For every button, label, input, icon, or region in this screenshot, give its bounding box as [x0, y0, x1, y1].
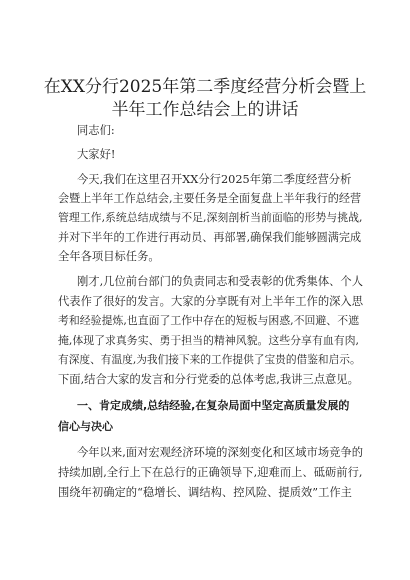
paragraph-line: 刚才,几位前台部门的负责同志和受表彰的优秀集体、个人: [77, 275, 364, 288]
salutation: 同志们:: [77, 124, 115, 137]
paragraph-line: 并对下半年的工作进行再动员、再部署,确保我们能够圆满完成: [58, 231, 362, 244]
paragraph-line: 掩,体现了求真务实、勇于担当的精神风貌。这些分享有血有肉,: [58, 334, 359, 347]
paragraph-line: 今年以来,面对宏观经济环境的深刻变化和区域市场竞争的: [77, 446, 364, 459]
paragraph-line: 有深度、有温度,为我们接下来的工作提供了宝贵的借鉴和启示。: [58, 353, 361, 366]
section-heading: 一、肯定成绩,总结经验,在复杂局面中坚定高质量发展的: [77, 399, 350, 412]
paragraph-line: 全年各项目标任务。: [58, 250, 160, 263]
title-line: 在XX分行2025年第二季度经营分析会暨上: [43, 77, 367, 97]
greeting: 大家好!: [77, 148, 116, 161]
paragraph-line: 今天,我们在这里召开XX分行2025年第二季度经营分析: [77, 173, 352, 186]
document-title: [40, 76, 370, 122]
section-heading: 信心与决心: [58, 420, 113, 433]
paragraph-line: 会暨上半年工作总结会,主要任务是全面复盘上半年我行的经营: [58, 192, 362, 205]
paragraph-line: 代表作了很好的发言。大家的分享既有对上半年工作的深入思: [58, 295, 364, 308]
paragraph-line: 管理工作,系统总结成绩与不足,深刻剖析当前面临的形势与挑战,: [58, 211, 363, 224]
paragraph-line: 考和经验提炼,也直面了工作中存在的短板与困惑,不回避、不遮: [58, 314, 359, 327]
paragraph-line: 围绕年初确定的“稳增长、调结构、控风险、提质效”工作主: [58, 486, 352, 499]
title-line: 半年工作总结会上的讲话: [111, 100, 299, 120]
paragraph-line: 持续加剧,全行上下在总行的正确领导下,迎难而上、砥砺前行,: [58, 466, 363, 479]
paragraph-line: 下面,结合大家的发言和分行党委的总体考虑,我讲三点意见。: [58, 373, 359, 386]
